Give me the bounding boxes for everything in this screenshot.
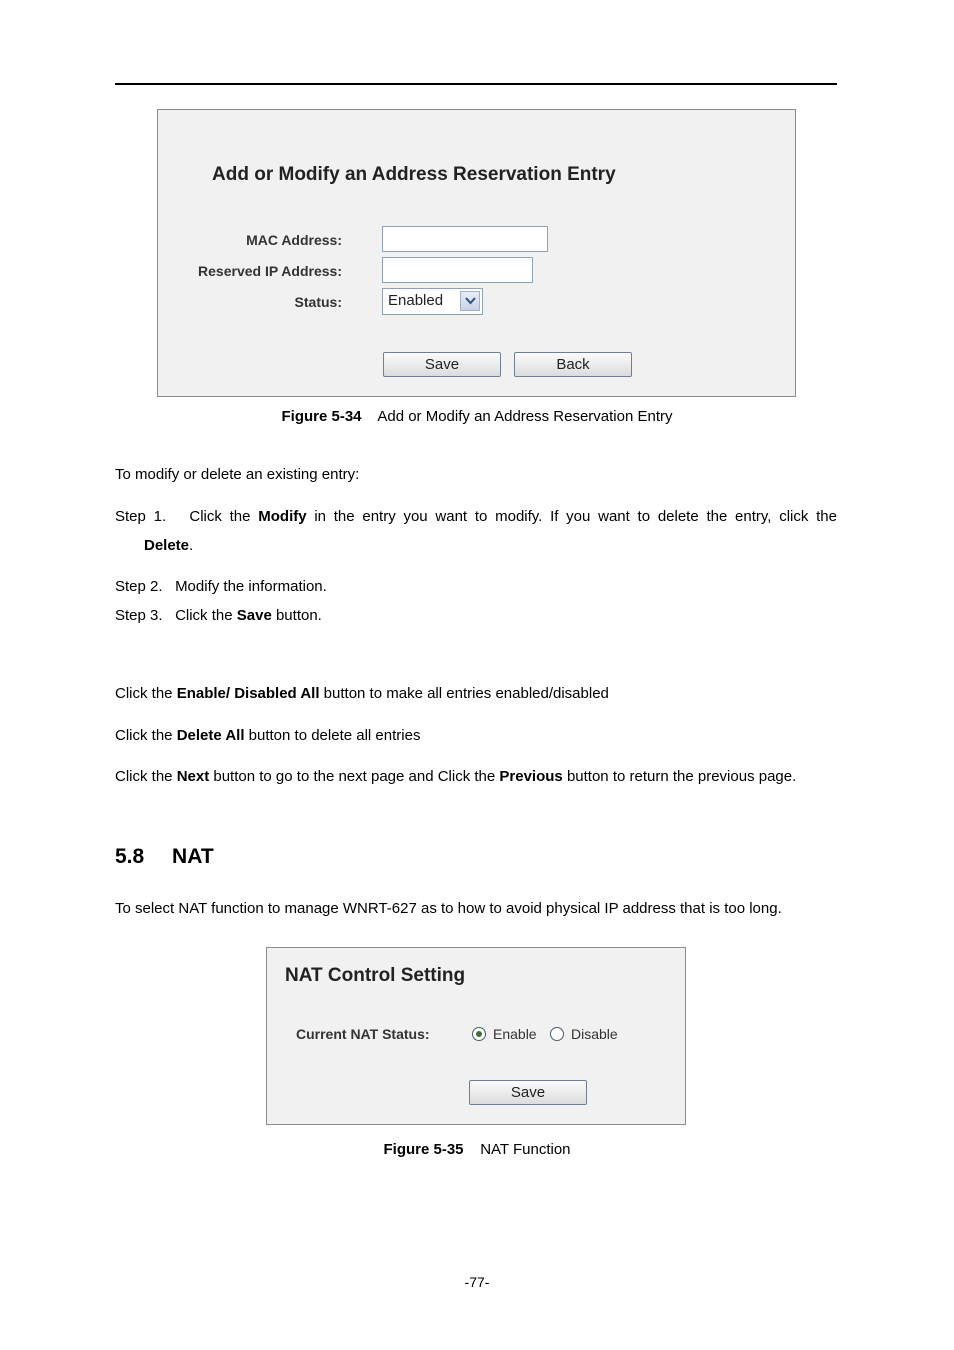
step-text: in the entry you want to modify. If you want to delete the entry, click the xyxy=(306,508,837,525)
step-2 xyxy=(115,572,327,601)
step-text: Click the xyxy=(175,607,237,624)
figure-caption-text: NAT Function xyxy=(480,1141,571,1158)
step-number: Step 1. xyxy=(115,508,167,525)
next-previous-paragraph xyxy=(115,762,837,791)
nat-status-label: Current NAT Status: xyxy=(296,1026,430,1042)
status-select[interactable] xyxy=(382,288,483,315)
step-text: Modify the information. xyxy=(175,578,327,595)
step-1 xyxy=(115,502,837,531)
delete-term: Delete xyxy=(144,537,190,554)
enable-all-paragraph xyxy=(115,679,609,708)
nat-panel-title: NAT Control Setting xyxy=(285,965,466,986)
figure-number: Figure 5-34 xyxy=(281,408,362,425)
step-text: button. xyxy=(271,607,322,624)
section-description: To select NAT function to manage WNRT-627 as to how to avoid physical IP address that is too long. xyxy=(115,900,782,917)
section-heading xyxy=(115,845,214,869)
paragraph-text: Click the xyxy=(115,685,177,702)
paragraph-text: button to delete all entries xyxy=(244,727,421,744)
address-reservation-panel xyxy=(157,109,796,397)
figure-caption xyxy=(0,408,954,425)
paragraph-text: Click the xyxy=(115,768,177,785)
mac-address-label: MAC Address: xyxy=(246,232,342,248)
back-button[interactable]: Back xyxy=(514,352,632,377)
status-label: Status: xyxy=(294,294,342,310)
panel-title: Add or Modify an Address Reservation Entry xyxy=(212,164,616,185)
header-rule xyxy=(115,83,837,85)
next-term: Next xyxy=(176,768,210,785)
step-3 xyxy=(115,601,322,630)
step-text: Click the xyxy=(189,508,259,525)
enable-disabled-all-term: Enable/ Disabled All xyxy=(176,685,320,702)
step-number: Step 2. xyxy=(115,578,163,595)
reserved-ip-label: Reserved IP Address: xyxy=(198,263,342,279)
nat-enable-option[interactable] xyxy=(472,1026,537,1042)
paragraph-text: button to return the previous page. xyxy=(562,768,797,785)
enable-label: Enable xyxy=(493,1026,537,1042)
disable-label: Disable xyxy=(571,1026,618,1042)
figure-caption xyxy=(0,1141,954,1158)
radio-unchecked-icon[interactable] xyxy=(550,1027,564,1041)
nat-save-button[interactable]: Save xyxy=(469,1080,587,1105)
chevron-down-icon[interactable] xyxy=(460,291,480,311)
delete-all-paragraph xyxy=(115,721,420,750)
figure-number: Figure 5-35 xyxy=(383,1141,464,1158)
step-1-continued xyxy=(144,531,193,560)
step-number: Step 3. xyxy=(115,607,163,624)
save-button[interactable]: Save xyxy=(383,352,501,377)
figure-caption-text: Add or Modify an Address Reservation Entry xyxy=(377,408,673,425)
mac-address-input[interactable] xyxy=(382,226,548,252)
radio-checked-icon[interactable] xyxy=(472,1027,486,1041)
nat-control-panel xyxy=(266,947,686,1125)
nat-disable-option[interactable] xyxy=(550,1026,618,1042)
step-text: . xyxy=(189,537,194,554)
previous-term: Previous xyxy=(499,768,563,785)
intro-paragraph: To modify or delete an existing entry: xyxy=(115,466,360,483)
delete-all-term: Delete All xyxy=(176,727,245,744)
save-term: Save xyxy=(236,607,272,624)
status-select-value: Enabled xyxy=(388,292,444,309)
page-number: -77- xyxy=(464,1274,490,1290)
section-title: NAT xyxy=(172,845,214,868)
section-number: 5.8 xyxy=(115,845,145,868)
modify-term: Modify xyxy=(258,508,307,525)
paragraph-text: button to make all entries enabled/disabled xyxy=(319,685,609,702)
paragraph-text: button to go to the next page and Click the xyxy=(209,768,500,785)
paragraph-text: Click the xyxy=(115,727,177,744)
reserved-ip-input[interactable] xyxy=(382,257,533,283)
